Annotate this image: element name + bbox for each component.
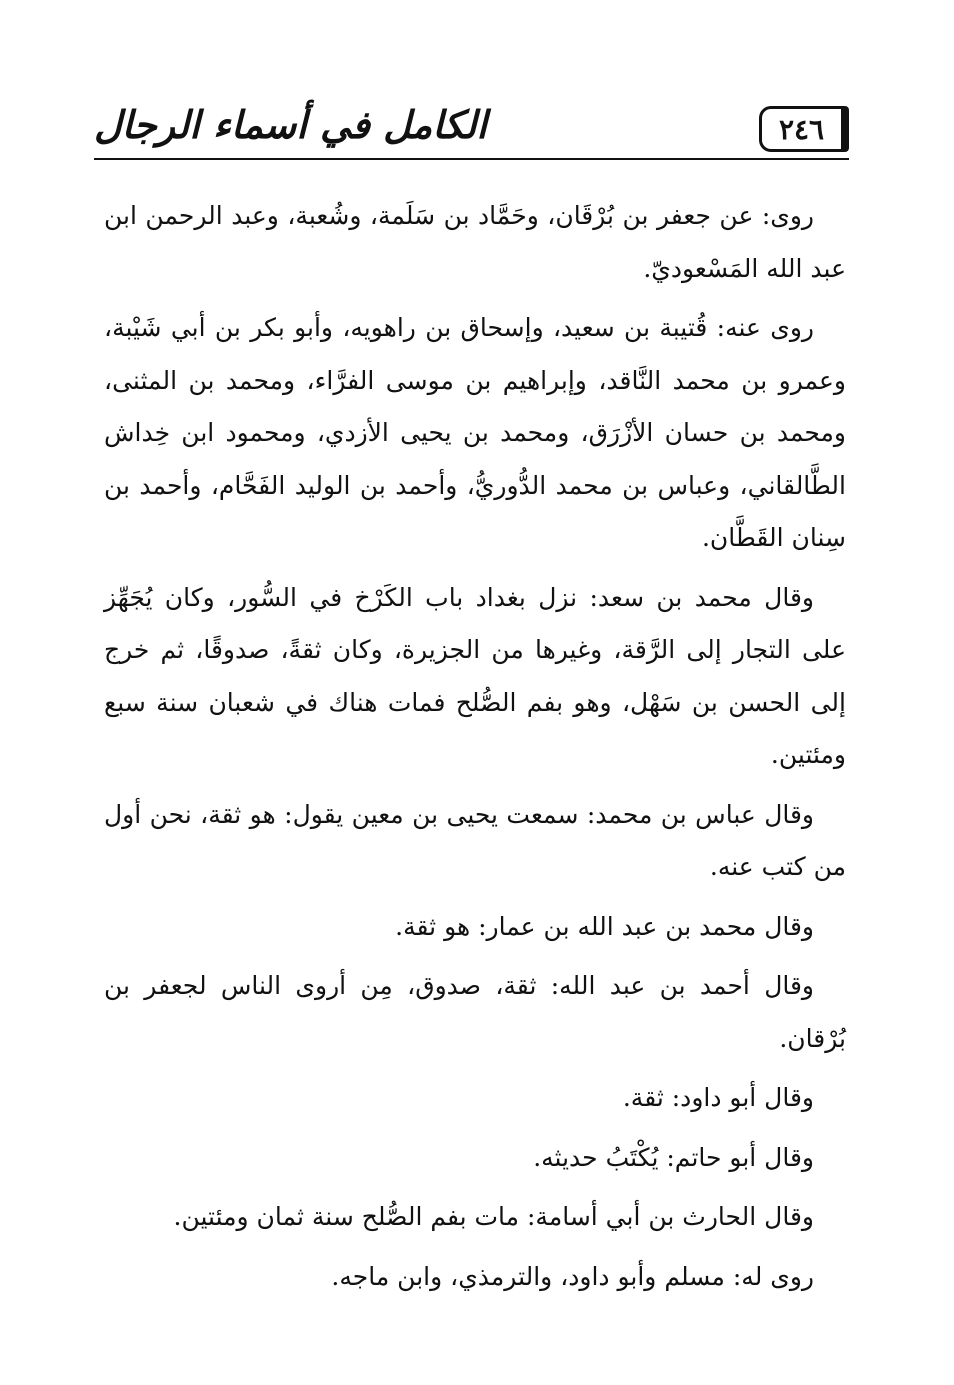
paragraph-harith: وقال الحارث بن أبي أسامة: مات بفم الصُّلح سنة ثمان ومئتين.: [173, 1202, 814, 1231]
paragraph-abu-dawud: وقال أبو داود: ثقة.: [622, 1083, 814, 1112]
paragraph-abu-hatim: وقال أبو حاتم: يُكْتَبُ حديثه.: [533, 1142, 814, 1172]
page-number: ٢٤٦: [759, 106, 849, 152]
page-body: [104, 190, 846, 1310]
paragraph-ibn-ammar: وقال محمد بن عبد الله بن عمار: هو ثقة.: [395, 911, 814, 941]
paragraph-ahmad: وقال أحمد بن عبد الله: ثقة، صدوق، مِن أروى الناس لجعفر بن بُرْقان.: [104, 971, 846, 1053]
page-header: [94, 96, 849, 156]
book-title: الكامل في أسماء الرجال: [94, 102, 487, 147]
paragraph-narrated-from: روى: عن جعفر بن بُرْقَان، وحَمَّاد بن سَلَمة، وشُعبة، وعبد الرحمن ابن عبد الله المَسْعوديّ.: [104, 201, 846, 283]
paragraph-narrated-by: روى له: مسلم وأبو داود، والترمذي، وابن ماجه.: [331, 1261, 814, 1291]
paragraph-narrators-from-him: روى عنه: قُتيبة بن سعيد، وإسحاق بن راهويه، وأبو بكر بن أبي شَيْبة، وعمرو بن محمد النَّاقد، وإبراهيم بن موسى الفرَّاء، ومحمد بن المثنى، ومحمد بن حسان الأزْرَق، ومحمد بن يحيى الأزدي، ومحمود ابن خِداش الطَّالقاني، وعباس بن محمد الدُّوريُّ، وأحمد بن الوليد الفَحَّام، وأحمد بن سِنان القَطَّان.: [104, 313, 846, 552]
paragraph-ibn-saad: وقال محمد بن سعد: نزل بغداد باب الكَرْخ في السُّور، وكان يُجَهِّز على التجار إلى الرَّقة، وغيرها من الجزيرة، وكان ثقةً، صدوقًا، ثم خرج إلى الحسن بن سَهْل، وهو بفم الصُّلح فمات هناك في شعبان سنة سبع ومئتين.: [104, 582, 846, 769]
paragraph-abbas: وقال عباس بن محمد: سمعت يحيى بن معين يقول: هو ثقة، نحن أول من كتب عنه.: [104, 799, 846, 881]
header-rule: [94, 158, 849, 160]
